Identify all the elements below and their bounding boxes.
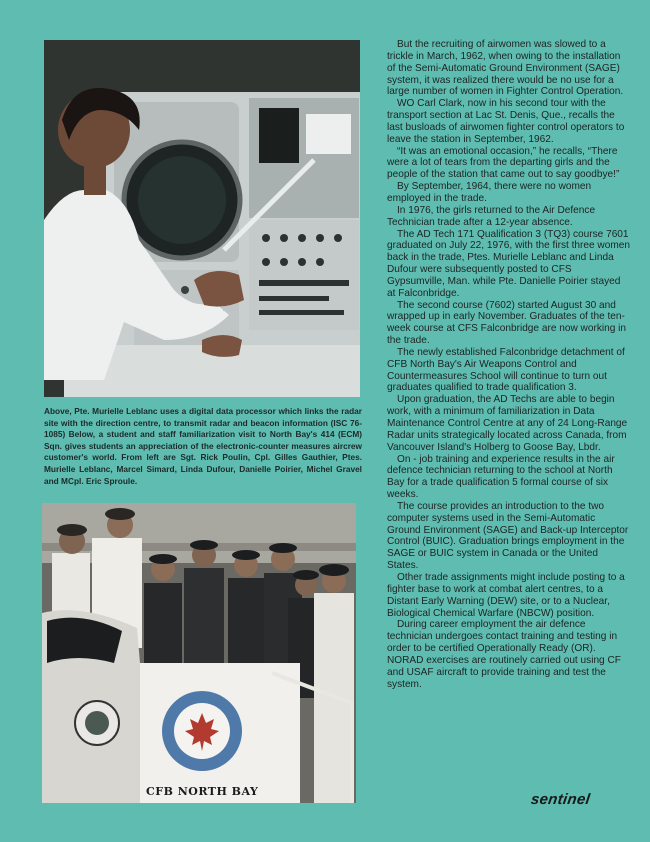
sentinel-logo: sentinel — [529, 791, 592, 808]
article-paragraph: The newly established Falconbridge detachment of CFB North Bay's Air Weapons Control and Countermeasures School will continue to turn out graduates qualified to trade qualification 3. — [387, 346, 625, 394]
photo-group-visit — [42, 503, 356, 803]
aircraft-hull-label: CFB NORTH BAY — [146, 785, 259, 798]
article-paragraph: WO Carl Clark, now in his second tour with the transport section at Lac St. Denis, Que., recalls the last busloads of airwomen fighter control operators to leave the station in September, 1962. — [387, 98, 625, 145]
article-column — [387, 39, 630, 690]
article-paragraph: But the recruiting of airwomen was slowed to a trickle in March, 1962, when owing to the installation of the Semi-Automatic Ground Environment (SAGE) system, it was realized there would be no use for a large number of women in Fighter Control Operation. — [387, 39, 624, 98]
photo-radar-operator — [44, 40, 360, 397]
article-paragraph: By September, 1964, there were no women employed in the trade. — [387, 181, 592, 204]
article-paragraph: The second course (7602) started August 30 and wrapped up in early November. Graduates of the ten-week course at CFS Falconbridge are now working in the trade. — [387, 299, 626, 347]
article-paragraph: In 1976, the girls returned to the Air Defence Technician trade after a 12-year absence. — [387, 204, 596, 228]
article-paragraph: “It was an emotional occasion,” he recalls, “There were a lot of tears from the departing girls and the people of the station that came out to say goodbye!” — [387, 145, 620, 181]
article-paragraph: Upon graduation, the AD Techs are able to begin work, with a minimum of familiarization in Data Maintenance Control Centre at any of 24 Long-Range Radar units strategically located across Canada, from Vancouver Island's Holberg to Goose Bay, Lbdr. — [387, 394, 628, 453]
radar-console-illustration — [44, 40, 360, 397]
article-paragraph: Other trade assignments might include posting to a fighter base to work at combat alert centres, to a Distant Early Warning (DEW) site, or to a Nuclear, Biological Chemical Warfare (NBCW) position. — [387, 571, 625, 619]
article-paragraph: The AD Tech 171 Qualification 3 (TQ3) course 7601 graduated on July 22, 1976, with the first three women back in the trade, Ptes. Murielle Leblanc and Linda Dufour were subsequently posted to CFS Gypsumville, Man. while Pte. Danielle Poirier stayed at Falconbridge. — [387, 228, 630, 299]
photo-caption: Above, Pte. Murielle Leblanc uses a digital data processor which links the radar site with the direction centre, to transmit radar and beacon information (ISC 76-1085) Below, a student and staff familiarization visit to North Bay's 414 (ECM) Sqn. gives students an appreciation of the electronic-counter measures aircrew customer's world. From left are Sgt. Rick Poulin, Cpl. Gilles Gauthier, Ptes. Murielle Leblanc, Marcel Simard, Linda Dufour, Danielle Poirier, Michel Gravel and MCpl. Eric Sproule. — [44, 406, 362, 486]
article-paragraph: During career employment the air defence technician undergoes contact training and testing in order to be certified Operationally Ready (OR). NORAD exercises are routinely carried out using CF and USAF aircraft to provide training and test the system. — [387, 619, 621, 690]
group-aircraft-illustration — [42, 503, 356, 803]
article-paragraph: The course provides an introduction to the two computer systems used in the Semi-Automatic Ground Environment (SAGE) and Back-up Interceptor Control (BUIC). Graduation brings employment in the SAGE or BUIC system in Canada or the United States. — [387, 500, 629, 572]
article-paragraph: On - job training and experience results in the air defence technician returning to the school at North Bay for a trade qualification 5 formal course of six weeks. — [387, 453, 615, 501]
